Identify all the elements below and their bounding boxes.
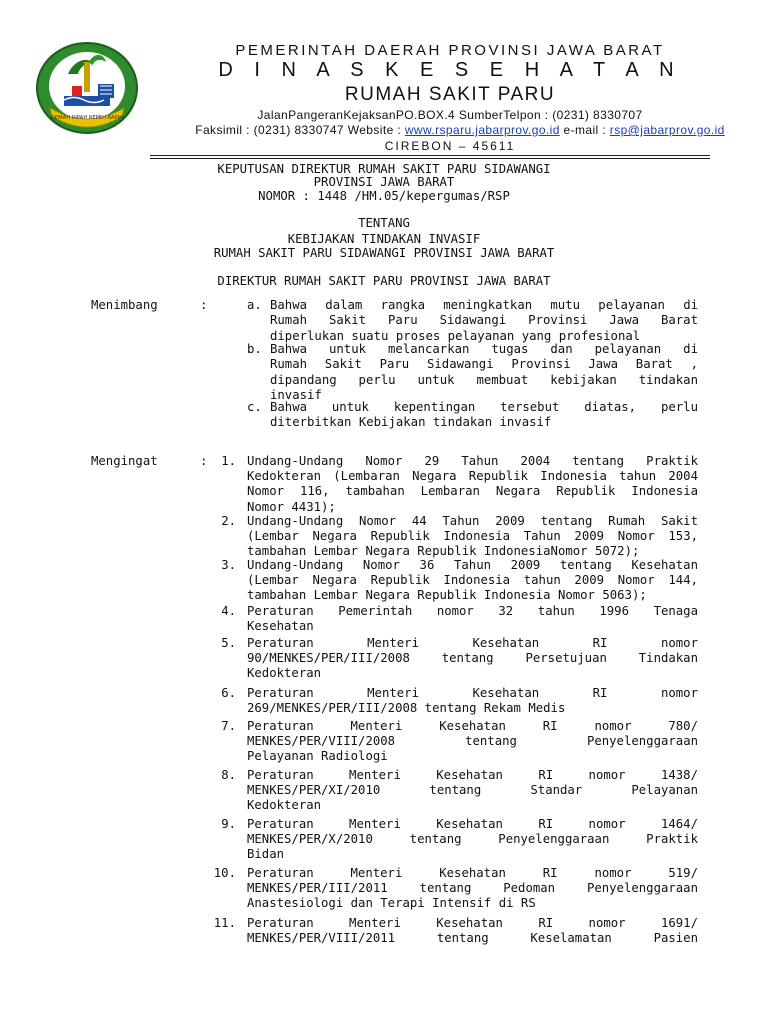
mengingat-text-line: tambahan Lembar Negara Republik Indonesia Nomor 5063); (247, 588, 647, 603)
menimbang-colon: : (200, 298, 208, 312)
mengingat-text-line: Peraturan Menteri Kesehatan RI nomor (247, 636, 698, 650)
website-link[interactable]: www.rsparu.jabarprov.go.id (404, 123, 560, 137)
contact-line (140, 123, 768, 137)
mengingat-text-line: Peraturan Menteri Kesehatan RI nomor (247, 686, 698, 700)
menimbang-text-line: Rumah Sakit Paru Sidawangi Provinsi Jawa Barat (270, 313, 698, 328)
mengingat-label: Mengingat (91, 454, 158, 468)
email-label: e-mail : (559, 123, 610, 137)
mengingat-text-line: Peraturan Menteri Kesehatan RI nomor 1464/ (247, 817, 698, 831)
letterhead (0, 0, 768, 158)
mengingat-text-line: MENKES/PER/XI/2010 tentang Standar Pelayanan (247, 783, 698, 798)
mengingat-colon: : (200, 454, 208, 468)
mengingat-text-line: Peraturan Menteri Kesehatan RI nomor 519/ (247, 866, 698, 880)
mengingat-number: 4. (221, 604, 236, 618)
mengingat-number: 5. (221, 636, 236, 650)
mengingat-text-line: (Lembar Negara Republik Indonesia Tahun 2009 Nomor 153, (247, 529, 698, 544)
mengingat-text-line: MENKES/PER/X/2010 tentang Penyelenggaraan Praktik (247, 832, 698, 847)
mengingat-text-line: Peraturan Menteri Kesehatan RI nomor 1691/ (247, 916, 698, 930)
mengingat-text-line: 90/MENKES/PER/III/2008 tentang Persetujuan Tindakan (247, 651, 698, 666)
letterhead-divider (150, 155, 710, 156)
address-line: JalanPangeranKejaksanPO.BOX.4 SumberTelpon : (0231) 8330707 (257, 108, 643, 122)
mengingat-text-line: Kesehatan (247, 619, 314, 634)
mengingat-text-line: Peraturan Pemerintah nomor 32 tahun 1996 Tenaga (247, 604, 698, 618)
menimbang-marker: a. (247, 298, 262, 312)
tentang-heading: TENTANG (358, 216, 410, 230)
mengingat-text-line: (Lembar Negara Republik Indonesia tahun 2009 Nomor 144, (247, 573, 698, 588)
mengingat-text-line: Kedokteran (Lembaran Negara Republik Indonesia tahun 2004 (247, 469, 698, 484)
city-postcode: CIREBON – 45611 (384, 139, 516, 153)
mengingat-text-line: Peraturan Menteri Kesehatan RI nomor 1438/ (247, 768, 698, 782)
mengingat-text-line: Kedokteran (247, 798, 322, 813)
menimbang-text-line: Bahwa untuk kepentingan tersebut diatas, perlu (270, 400, 698, 414)
mengingat-text-line: Undang-Undang Nomor 29 Tahun 2004 tentang Praktik (247, 454, 698, 468)
menimbang-text-line: invasif (270, 388, 322, 403)
menimbang-label: Menimbang (91, 298, 158, 312)
mengingat-text-line: MENKES/PER/VIII/2011 tentang Keselamatan Pasien (247, 931, 698, 946)
mengingat-text-line: Kedokteran (247, 666, 322, 681)
fax-text: Faksimil : (0231) 8330747 Website : (195, 123, 405, 137)
email-link[interactable]: rsp@jabarprov.go.id (609, 123, 725, 137)
subject-line1: KEBIJAKAN TINDAKAN INVASIF (287, 232, 481, 246)
hospital-name: RUMAH SAKIT PARU (344, 84, 556, 105)
mengingat-text-line: MENKES/PER/VIII/2008 tentang Penyelenggaraan (247, 734, 698, 749)
menimbang-text-line: diterbitkan Kebijakan tindakan invasif (270, 415, 552, 430)
mengingat-text-line: Undang-Undang Nomor 36 Tahun 2009 tentang Kesehatan (247, 558, 698, 572)
letterhead-divider-thin (150, 158, 710, 159)
decree-title-line2: PROVINSI JAWA BARAT (313, 175, 455, 189)
west-java-emblem-logo (34, 40, 140, 136)
mengingat-text-line: Pelayanan Radiologi (247, 749, 388, 764)
mengingat-number: 10. (213, 866, 236, 880)
menimbang-text-line: Bahwa untuk melancarkan tugas dan pelayanan di (270, 342, 698, 356)
subject-line2: RUMAH SAKIT PARU SIDAWANGI PROVINSI JAWA BARAT (213, 246, 555, 260)
mengingat-number: 1. (221, 454, 236, 468)
mengingat-number: 2. (221, 514, 236, 528)
mengingat-number: 9. (221, 817, 236, 831)
menimbang-text-line: Rumah Sakit Paru Sidawangi Provinsi Jawa Barat , (270, 357, 698, 372)
mengingat-text-line: Bidan (247, 847, 285, 862)
government-name: PEMERINTAH DAERAH PROVINSI JAWA BARAT (235, 42, 665, 59)
mengingat-number: 3. (221, 558, 236, 572)
menimbang-marker: c. (247, 400, 262, 414)
mengingat-text-line: Anastesiologi dan Terapi Intensif di RS (247, 896, 536, 911)
decree-number: NOMOR : 1448 /HM.05/kepergumas/RSP (258, 189, 510, 203)
mengingat-text-line: Nomor 116, tambahan Lembaran Negara Republik Indonesia (247, 484, 698, 499)
issuer-heading: DIREKTUR RUMAH SAKIT PARU PROVINSI JAWA BARAT (217, 274, 551, 288)
mengingat-number: 8. (221, 768, 236, 782)
mengingat-text-line: tambahan Lembar Negara Republik IndonesiaNomor 5072); (247, 544, 640, 559)
mengingat-text-line: MENKES/PER/III/2011 tentang Pedoman Penyelenggaraan (247, 881, 698, 896)
mengingat-text-line: 269/MENKES/PER/III/2008 tentang Rekam Medis (247, 701, 566, 716)
mengingat-text-line: Nomor 4431); (247, 499, 336, 514)
menimbang-text-line: diperlukan suatu proses pelayanan yang profesional (270, 328, 641, 343)
mengingat-number: 6. (221, 686, 236, 700)
mengingat-text-line: Undang-Undang Nomor 44 Tahun 2009 tentang Rumah Sakit (247, 514, 698, 528)
menimbang-text-line: dipandang perlu untuk membuat kebijakan tindakan (270, 372, 698, 387)
menimbang-marker: b. (247, 342, 262, 356)
mengingat-text-line: Peraturan Menteri Kesehatan RI nomor 780/ (247, 719, 698, 733)
logo-motto: GEMAH RIPAH REPEH RAPIH (50, 115, 124, 121)
mengingat-number: 11. (213, 916, 236, 930)
decree-title-line1: KEPUTUSAN DIREKTUR RUMAH SAKIT PARU SIDAWANGI (217, 162, 551, 176)
mengingat-number: 7. (221, 719, 236, 733)
menimbang-text-line: Bahwa dalam rangka meningkatkan mutu pelayanan di (270, 298, 698, 312)
department-name: D I N A S K E S E H A T A N (218, 59, 682, 81)
